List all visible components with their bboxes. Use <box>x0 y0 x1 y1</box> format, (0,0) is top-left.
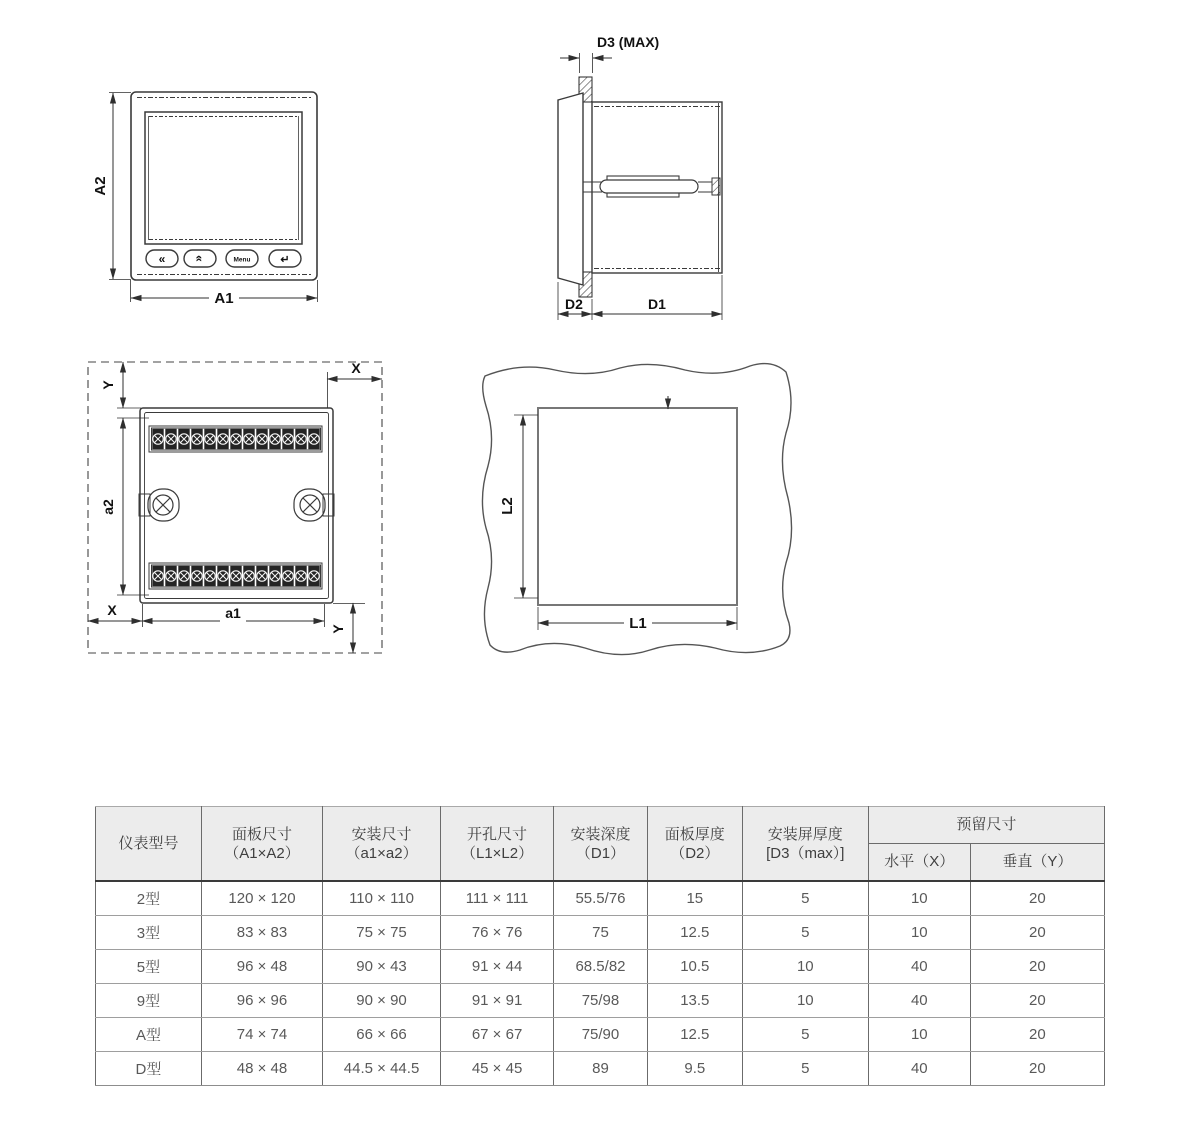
dim-label-l1: L1 <box>629 615 647 632</box>
cell-screen-thickness: 5 <box>742 1018 868 1052</box>
header-panel-size <box>201 807 322 882</box>
dim-label-l2: L2 <box>499 497 516 515</box>
dim-label-y-top: Y <box>100 380 116 390</box>
cell-reserved-y: 20 <box>970 984 1104 1018</box>
cell-install-depth: 75/90 <box>554 1018 648 1052</box>
cell-reserved-y: 20 <box>970 1052 1104 1086</box>
cell-screen-thickness: 10 <box>742 984 868 1018</box>
cell-panel-size: 96 × 48 <box>201 950 322 984</box>
cell-panel-thickness: 12.5 <box>647 1018 742 1052</box>
dim-label-a2: A2 <box>92 176 109 196</box>
header-horizontal-x: 水平（X） <box>868 844 970 882</box>
header-cutout-size-line1: 开孔尺寸 <box>467 825 528 843</box>
terminal-strip-bottom <box>152 565 321 587</box>
table-row-model-A <box>96 1018 1105 1052</box>
cell-screen-thickness: 10 <box>742 950 868 984</box>
dimension-spec-table <box>95 806 1105 1086</box>
cell-install-depth: 55.5/76 <box>554 881 648 916</box>
cell-reserved-x: 10 <box>868 881 970 916</box>
front-bezel <box>558 93 583 285</box>
cell-cutout-size: 67 × 67 <box>441 1018 554 1052</box>
meter-side-body <box>558 93 722 285</box>
cell-panel-size: 96 × 96 <box>201 984 322 1018</box>
header-cutout-size-line2: （L1×L2） <box>460 844 534 862</box>
cell-model: A型 <box>96 1018 202 1052</box>
header-screen-thickness-line1: 安装屏厚度 <box>767 825 843 843</box>
cell-cutout-size: 76 × 76 <box>441 916 554 950</box>
side-view-drawing <box>540 25 775 325</box>
meter-rear-body <box>139 408 334 603</box>
header-install-depth <box>554 807 648 882</box>
dim-label-x-top: X <box>351 360 361 376</box>
cell-install-depth: 68.5/82 <box>554 950 648 984</box>
cell-cutout-size: 91 × 91 <box>441 984 554 1018</box>
table-row-model-D <box>96 1052 1105 1086</box>
cell-reserved-x: 40 <box>868 984 970 1018</box>
header-install-depth-line2: （D1） <box>575 844 626 862</box>
cell-panel-size: 120 × 120 <box>201 881 322 916</box>
cell-panel-thickness: 13.5 <box>647 984 742 1018</box>
cell-cutout-size: 111 × 111 <box>441 881 554 916</box>
cell-install-size: 110 × 110 <box>323 881 441 916</box>
cell-reserved-x: 40 <box>868 1052 970 1086</box>
cell-install-depth: 75 <box>554 916 648 950</box>
clip-screw-end <box>712 178 720 195</box>
cell-install-size: 75 × 75 <box>323 916 441 950</box>
up-icon: « <box>192 255 207 262</box>
cutout-hole <box>538 408 737 605</box>
cell-model: 2型 <box>96 881 202 916</box>
cell-panel-size: 48 × 48 <box>201 1052 322 1086</box>
dim-label-d3: D3 (MAX) <box>597 34 660 50</box>
cell-panel-thickness: 15 <box>647 881 742 916</box>
header-install-size-line1: 安装尺寸 <box>351 825 412 843</box>
header-model: 仪表型号 <box>96 807 202 882</box>
header-panel-size-line1: 面板尺寸 <box>231 825 292 843</box>
cell-screen-thickness: 5 <box>742 1052 868 1086</box>
front-view-drawing <box>85 50 355 315</box>
cell-screen-thickness: 5 <box>742 916 868 950</box>
cell-reserved-x: 40 <box>868 950 970 984</box>
cell-panel-thickness: 10.5 <box>647 950 742 984</box>
dim-label-a2: a2 <box>100 499 116 515</box>
header-install-size <box>323 807 441 882</box>
terminal-strip-top <box>152 428 321 450</box>
cell-install-size: 90 × 90 <box>323 984 441 1018</box>
cell-model: 5型 <box>96 950 202 984</box>
cell-install-size: 66 × 66 <box>323 1018 441 1052</box>
cell-screen-thickness: 5 <box>742 881 868 916</box>
table-row-model-3 <box>96 916 1105 950</box>
cell-install-depth: 75/98 <box>554 984 648 1018</box>
cell-model: D型 <box>96 1052 202 1086</box>
cell-install-depth: 89 <box>554 1052 648 1086</box>
back-icon: « <box>158 252 166 266</box>
cell-cutout-size: 91 × 44 <box>441 950 554 984</box>
cell-panel-thickness: 9.5 <box>647 1052 742 1086</box>
table-row-model-5 <box>96 950 1105 984</box>
dim-label-a1: a1 <box>225 605 241 621</box>
table-row-model-9 <box>96 984 1105 1018</box>
header-reserved-size: 预留尺寸 <box>868 807 1104 844</box>
cell-reserved-y: 20 <box>970 881 1104 916</box>
cell-reserved-y: 20 <box>970 1018 1104 1052</box>
rear-view-drawing <box>75 348 395 668</box>
header-cutout-size <box>441 807 554 882</box>
header-panel-thickness-line1: 面板厚度 <box>664 825 725 843</box>
header-panel-thickness <box>647 807 742 882</box>
cell-model: 9型 <box>96 984 202 1018</box>
cell-reserved-x: 10 <box>868 1018 970 1052</box>
cell-reserved-y: 20 <box>970 950 1104 984</box>
cell-reserved-y: 20 <box>970 916 1104 950</box>
header-vertical-y: 垂直（Y） <box>970 844 1104 882</box>
cell-install-size: 44.5 × 44.5 <box>323 1052 441 1086</box>
cell-panel-size: 74 × 74 <box>201 1018 322 1052</box>
dim-label-x-bottom: X <box>107 602 117 618</box>
cell-reserved-x: 10 <box>868 916 970 950</box>
dim-label-d2: D2 <box>565 296 583 312</box>
dim-label-y-bottom: Y <box>330 624 346 634</box>
dim-label-d1: D1 <box>648 296 666 312</box>
header-panel-thickness-line2: （D2） <box>670 844 720 862</box>
header-install-size-line2: （a1×a2） <box>345 844 418 862</box>
menu-button-label: Menu <box>233 256 251 264</box>
cell-install-size: 90 × 43 <box>323 950 441 984</box>
cutout-view-drawing <box>450 348 810 666</box>
table-row-model-2 <box>96 881 1105 916</box>
enter-icon: ↵ <box>280 254 290 266</box>
cell-panel-size: 83 × 83 <box>201 916 322 950</box>
cell-cutout-size: 45 × 45 <box>441 1052 554 1086</box>
header-panel-size-line2: （A1×A2） <box>224 844 300 862</box>
cell-model: 3型 <box>96 916 202 950</box>
header-install-depth-line1: 安装深度 <box>570 825 631 843</box>
dim-label-a1: A1 <box>214 290 234 307</box>
header-screen-thickness-line2: [D3（max）] <box>766 844 845 862</box>
header-screen-thickness <box>742 807 868 882</box>
cell-panel-thickness: 12.5 <box>647 916 742 950</box>
